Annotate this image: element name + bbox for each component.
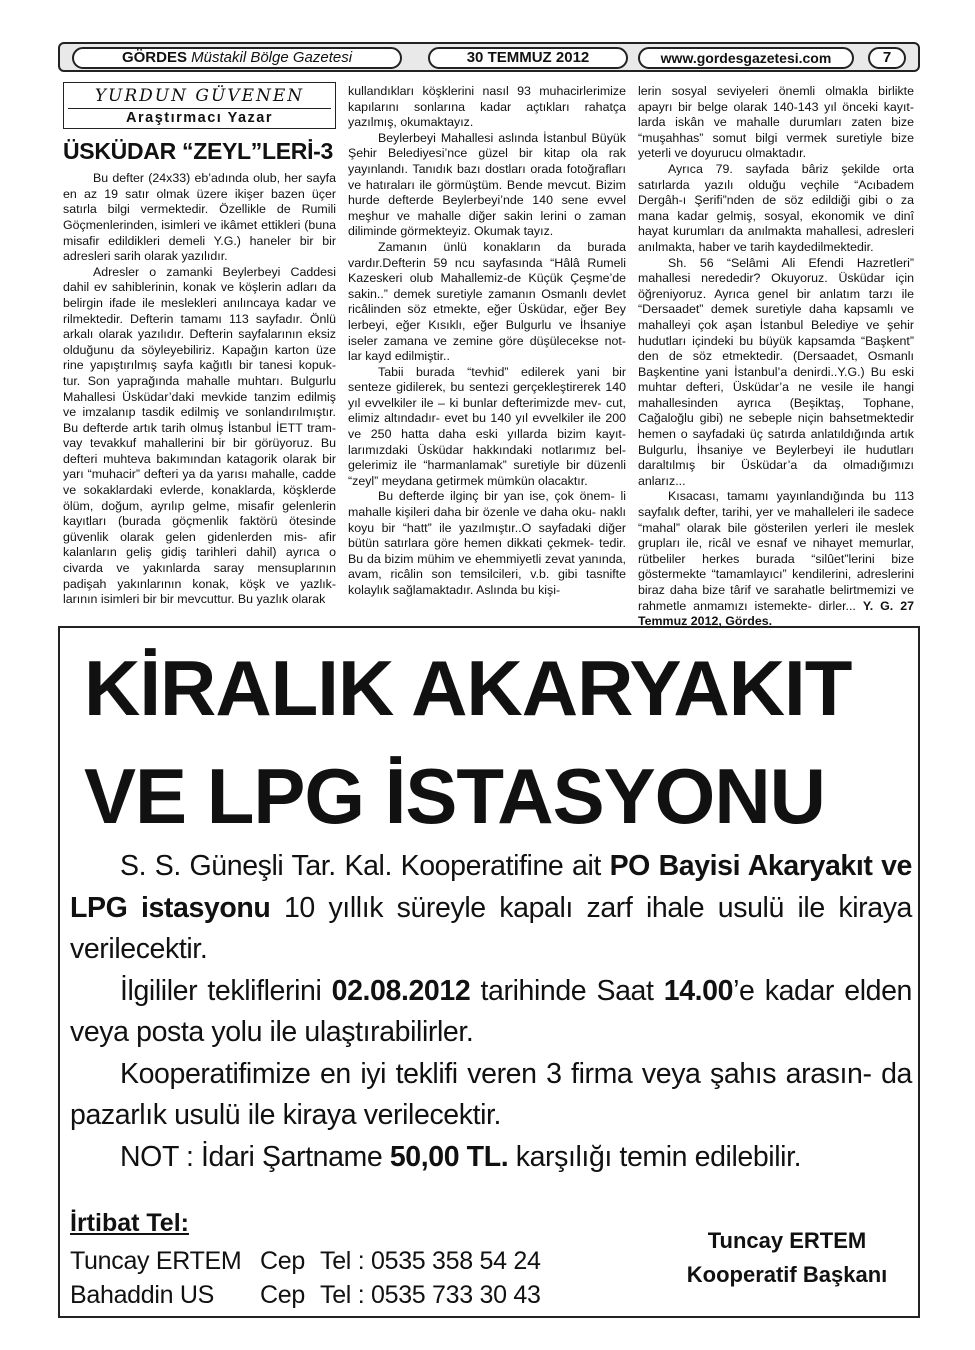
contact-name: Tuncay ERTEM bbox=[70, 1247, 242, 1275]
ad-deadline-time: 14.00 bbox=[663, 974, 734, 1007]
ad-text: İlgililer tekliflerini bbox=[120, 974, 332, 1007]
contact-phone[interactable]: Tel : 0535 358 54 24 bbox=[320, 1247, 541, 1275]
coop-president-name: Tuncay ERTEM bbox=[707, 1228, 867, 1253]
paragraph: Tabii burada “tevhid” edilerek yani bir senteze gidilerek, bu sentezi gerçekleştirerek 140 yıl evvelkiler ile – ki bunlar defterimizde mev- cut, elimiz altındadır- evet bu 140 yıl evvelkiler ile 200 ve 250 hatta daha eski yıllarda bizim kayıt- larımızdaki Üsküdar hakkındaki notlarımız bel- gelerimiz ile “harmanlamak” suretiyle bir düzenli “zeyl” meydana getirmek mümkün olacaktır. bbox=[348, 364, 626, 488]
contact-row bbox=[70, 1244, 541, 1278]
paragraph: Sh. 56 “Selâmi Ali Efendi Hazretleri” mahallesi nerededir? Okuyoruz. Üsküdar için öğreniyoruz. Ayrıca genel bir anlatım tarzı ile “Dersaadet” demek suretiyle daha kapsamlı ve mahalleyi çok aşan İstanbul Belediye ve şehir hudutları içindeki bu büyük kapsamda “Başkent” den de söz etmektedir. (Dersaadet, Osmanlı Başkentine yani İstanbul’a denirdi..Y.G.) Bu eski muhtar defteri, Üsküdar’a ne vesile ile hangi mahallesinden ayrıca (Beşiktaş, Tophane, Cağaloğlu gibi) ne sebeple niçin bahsetmektedir hemen o sayfadaki üç satırda anlatıldığında artık Bulgurlu, İhsaniye ve Beylerbeyi ile hudutları daraltılmış bir Üsküdar’a da olmadığımızı anlarız... bbox=[638, 255, 914, 488]
ad-paragraph: Kooperatifimize en iyi teklifi veren 3 firma veya şahıs arasın- da pazarlık usulü ile kiraya verilecektir. bbox=[70, 1057, 912, 1131]
website-link[interactable]: www.gordesgazetesi.com bbox=[638, 47, 854, 69]
paper-name: GÖRDES bbox=[121, 49, 187, 66]
page-number: 7 bbox=[868, 47, 906, 69]
paragraph: Ayrıca 79. sayfada bâriz şekilde orta satırlarda yazılı olduğu veçhile “Acıbadem Dergâh-ı Şerifi”nden de söz edildiği gibi o za mana kadar gelmiş, sosyal, ekonomik ve dinî hayat kurumları da anılmakta mahallesi, adresleri anılmakta, haber ve tarih kaydedilmektedir. bbox=[638, 161, 914, 254]
contact-type: Cep bbox=[260, 1281, 305, 1309]
ad-bold-text: PO Bayisi Akaryakıt ve LPG istasyonu bbox=[70, 850, 913, 924]
paragraph-text: Kısacası, tamamı yayınlandığında bu 113 sayfalık defter, tarihi, yer ve mahalleleri ile sadece “mahal” olarak bile gösterilen yerleri ile meslek grupları ile, ricâl ve esnaf ve nihayet memurlar, rütbeliler herkes burada “silûet”lerini bize göstermekte “tamamlayıcı” kendilerini, adreslerini biraz daha bize târif ve sarahatle belirtmemizi ve rahmetle anmamızı istemekte- dirler... bbox=[638, 489, 914, 613]
paper-subtitle: Müstakil Bölge Gazetesi bbox=[191, 49, 353, 66]
ad-text: S. S. Güneşli Tar. Kal. Kooperatifine ait bbox=[120, 850, 610, 882]
author-name: YURDUN GÜVENEN bbox=[68, 89, 331, 109]
article-title: ÜSKÜDAR “ZEYL”LERİ-3 bbox=[63, 138, 334, 165]
paragraph: Adresler o zamanki Beylerbeyi Caddesi dahil ev sahiblerinin, konak ve köşlerin adları da belirgin ifade ile meslekleri anılıncaya kadar ve rilmektedir. Defterin tamamı 113 sayfadır. Önlü arkalı olarak yazılıdır. Defterin sayfalarının eksiz olduğunu da söyleyebiliriz. Kapağın karton üze rine yapıştırılmış sayfa kağıtlı bir tanesi kopuk- tur. Son yaprağında mahalle muhtarı. Bulgurlu Mahallesi Üsküdar’daki mevkide tanzim edilmiş ve imzalanıp tasdik edilmiş ve sonlandırılmıştır. Bu defterde artık tarih olmuş İstanbul İETT tram- vay tevakkuf mahallerini bir bir görüyoruz. Bu defteri muhteva bakımından katagorik olarak bir yarı “muhacir” defteri ya da yarısı mahalle, cadde ve sokaklardaki evlerde, konaklarda, köşklerde ölüm, doğum, ayrılıp gelme, misafir gelenlerin kayıtları (burada göçmenlik faktörü ötesinde güvenlik olarak gelen gidenlerden mis- afir kalanların geliş gidiş tarihleri dahil) ayrıca o civarda ve yakınlarda saray mensuplarının padişah yakınlarının konak, köşk ve yazlık- larının isimleri bir bir mevcuttur. Bu yazlık olarak bbox=[63, 264, 336, 607]
paragraph: kullandıkları köşklerini nasıl 93 muhacirlerimize kapılarını sonlarına kadar açtıkları rahatça yazılmış, okumaktayız. bbox=[348, 84, 626, 130]
issue-date: 30 TEMMUZ 2012 bbox=[428, 47, 628, 69]
article-column-1 bbox=[63, 82, 336, 608]
coop-president-role: Kooperatif Başkanı bbox=[686, 1262, 888, 1287]
ad-deadline-date: 02.08.2012 bbox=[331, 974, 471, 1007]
paragraph: Bu defterde ilginç bir yan ise, çok önem- li mahalle kişileri daha bir özenle ve daha oku- naklı koyu bir “hatt” ile yazılmıştır..O sayfadaki diğer bütün satırlara göre hemen dikkati çekmek- tedir. Bu da bizim mühim ve ehemmiyetli zevat yanında, avam, ricâlin son temsilcileri, v.b. gibi tasnifte kolaylık sağlamaktadır. Aslında bu kişi- bbox=[348, 489, 626, 597]
paragraph: lerin sosyal seviyeleri önemli olmakla birlikte apayrı bir belge olarak 140-143 yıl önceki kayıt- larda iskân ve mahalle durumları zaten bize “muşahhas” somut bilgi vermek suretiyle bize yeterli ve doyurucu olmaktadır. bbox=[638, 84, 914, 161]
ad-fee: 50,00 TL. bbox=[389, 1140, 509, 1173]
author-role: Araştırmacı Yazar bbox=[126, 109, 273, 126]
paragraph: Beylerbeyi Mahallesi aslında İstanbul Büyük Şehir Belediyesi’nce güzel bir kitap ola rak yayınlandı. Tanıdık bazı dostları orada fotoğrafları ve hatıraları ile görmüştüm. Bende mevcut. Bizim hurde defterde Beylerbeyi’nde 140 sene evvel meşhur ve mahalle diğer sakin lerini o zaman diliminde görmekteyiz. Okumak tayız. bbox=[348, 130, 626, 239]
ad-paragraph bbox=[70, 1137, 912, 1179]
ad-text: karşılığı temin edilebilir. bbox=[508, 1140, 802, 1173]
newspaper-header bbox=[58, 42, 920, 72]
contact-label: İrtibat Tel: bbox=[70, 1209, 189, 1237]
article-column-2 bbox=[348, 84, 626, 599]
article-column-3 bbox=[638, 84, 914, 630]
ad-text: NOT : İdari Şartname bbox=[120, 1140, 390, 1173]
author-box bbox=[63, 82, 336, 129]
article-signature: Y. G. 27 Temmuz 2012, Gördes. bbox=[638, 598, 914, 629]
ad-title-line-1: KİRALIK AKARYAKIT bbox=[84, 644, 852, 732]
contact-row bbox=[70, 1278, 541, 1312]
paragraph bbox=[638, 489, 914, 629]
contact-block bbox=[70, 1206, 541, 1312]
cooperative-signature bbox=[672, 1224, 902, 1292]
ad-text: 10 yıllık süreyle kapalı zarf ihale usulü ile kiraya verilecektir. bbox=[70, 891, 912, 965]
contact-name: Bahaddin US bbox=[70, 1281, 215, 1309]
ad-paragraph bbox=[70, 846, 912, 971]
ad-paragraph bbox=[70, 971, 912, 1054]
ad-body bbox=[70, 846, 912, 1178]
paragraph: Zamanın ünlü konakların da burada vardır.Defterin 59 ncu sayfasında “Hâlâ Rumeli Kazeskeri olub Mahallemiz-de Küçük Çeşme’de sakin..” demek suretiyle zamanın Osmanlı devlet ricâlinden söz etmekte, eğer Üsküdar, eğer Bey lerbeyi, eğer Kısıklı, eğer Bulgurlu ve İhsaniye iseler zamana ve zemine göre düşülecekse not- lar kayd edilmiştir.. bbox=[348, 239, 626, 364]
ad-title-line-2: VE LPG İSTASYONU bbox=[84, 752, 825, 840]
paper-name-pill bbox=[72, 47, 402, 69]
advertisement-box bbox=[58, 626, 920, 1318]
contact-phone[interactable]: Tel : 0535 733 30 43 bbox=[320, 1281, 541, 1309]
contact-type: Cep bbox=[260, 1247, 305, 1275]
ad-text: tarihinde Saat bbox=[470, 974, 664, 1007]
paragraph: Bu defter (24x33) eb’adında olub, her sayfa en az 19 satır olmak üzere ikişer bazen üçer satırla bilgi vermektedir. Özellikle de Rumili Göçmenlerinden, isimleri ve ikâmet ettikleri (buna misafir edildikleri demeli Y.G.) haneler bir bir adresleri sarih olarak yazılıdır. bbox=[63, 171, 336, 264]
ad-text: ’e kadar elden veya posta yolu ile ulaştırabilirler. bbox=[70, 974, 912, 1048]
